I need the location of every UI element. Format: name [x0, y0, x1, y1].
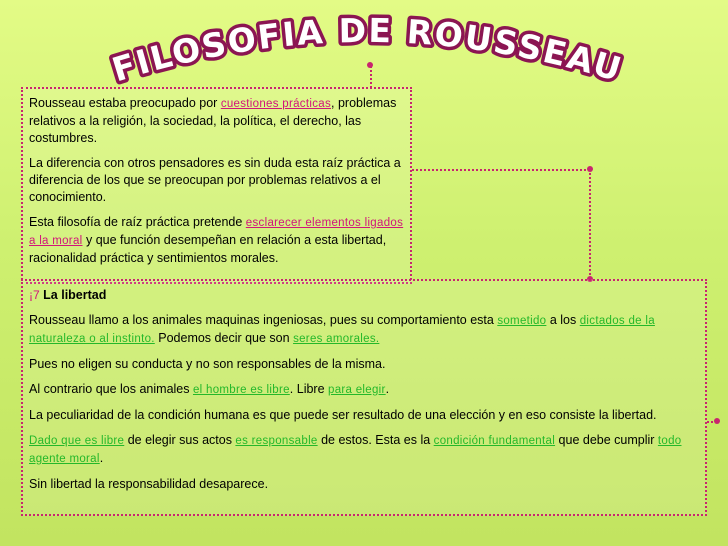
libertad-paragraph-1: [29, 312, 699, 348]
page-title-text: FILOSOFIA DE ROUSSEAU: [107, 10, 628, 90]
text: que debe cumplir: [555, 433, 658, 447]
page-title: [0, 0, 728, 100]
link-es-responsable[interactable]: es responsable: [235, 435, 318, 447]
connector-vertical-right: [589, 169, 591, 279]
text: .: [99, 451, 104, 465]
intro-paragraph-2: La diferencia con otros pensadores es sin duda esta raíz práctica a diferencia de los que se preocupan por problemas relativos a el conocimiento.: [29, 156, 401, 204]
text: Al contrario que los animales: [29, 382, 193, 396]
link-dictados-naturaleza[interactable]: dictados de la naturaleza o al instinto.: [29, 315, 655, 345]
text: Rousseau estaba preocupado por: [29, 96, 221, 110]
link-para-elegir[interactable]: para elegir: [328, 384, 386, 396]
text: . Libre: [289, 382, 329, 396]
link-todo-agente-moral[interactable]: todo agente moral: [29, 435, 682, 465]
text: a los: [546, 313, 580, 327]
libertad-paragraph-5: [29, 432, 699, 468]
link-seres-amorales[interactable]: seres amorales.: [293, 333, 380, 345]
text: .: [385, 382, 390, 396]
connector-dot-title: [367, 62, 373, 68]
link-hombre-libre[interactable]: el hombre es libre: [192, 384, 290, 396]
section-heading: [29, 287, 699, 304]
libertad-paragraph-2: Pues no eligen su conducta y no son responsables de la misma.: [29, 357, 386, 371]
text: Podemos decir que son: [154, 331, 294, 345]
heading-text: La libertad: [43, 288, 107, 302]
text: Esta filosofía de raíz práctica pretende: [29, 215, 246, 229]
libertad-paragraph-3: [29, 381, 699, 399]
intro-paragraph-1: [29, 95, 404, 147]
text: , problemas relativos a la religión, la sociedad, la política, el derecho, las costumbres.: [29, 96, 397, 145]
intro-text-box: [21, 87, 412, 284]
connector-dot-right: [714, 418, 720, 424]
link-condicion-fundamental[interactable]: condición fundamental: [433, 435, 556, 447]
link-dado-que-es-libre[interactable]: Dado que es libre: [29, 435, 125, 447]
libertad-text-box: [21, 279, 707, 516]
connector-horizontal-top: [412, 169, 590, 171]
bullet-icon: ¡7: [29, 288, 40, 302]
text: de elegir sus actos: [124, 433, 236, 447]
link-sometido[interactable]: sometido: [497, 315, 547, 327]
connector-vertical-title: [370, 66, 372, 88]
libertad-paragraph-6: Sin libertad la responsabilidad desaparece.: [29, 477, 269, 491]
libertad-paragraph-4: La peculiaridad de la condición humana es que puede ser resultado de una elección y en eso consiste la libertad.: [29, 408, 657, 422]
text: y que función desempeñan en relación a esta libertad, racionalidad práctica y sentimientos morales.: [29, 233, 387, 265]
link-esclarecer-elementos[interactable]: esclarecer elementos ligados a la moral: [29, 217, 404, 247]
intro-paragraph-3: [29, 214, 404, 267]
link-cuestiones-practicas[interactable]: cuestiones prácticas: [220, 98, 332, 110]
text: Rousseau llamo a los animales maquinas ingeniosas, pues su comportamiento esta: [29, 313, 498, 327]
text: de estos. Esta es la: [317, 433, 434, 447]
